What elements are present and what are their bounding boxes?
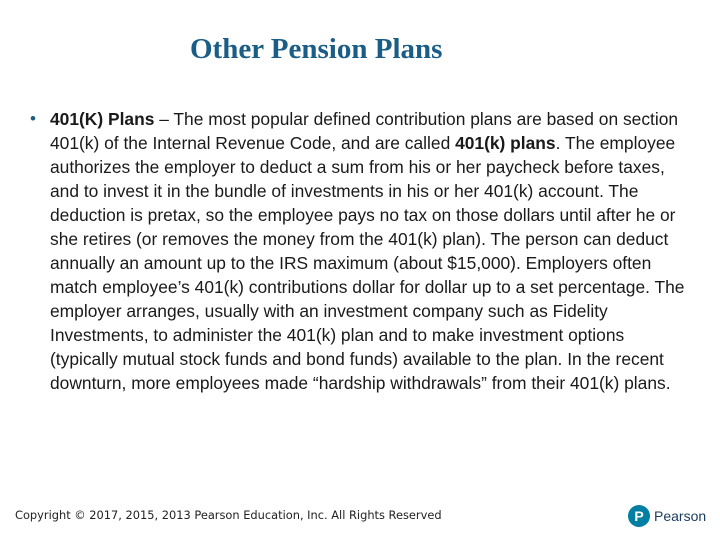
bullet-dash: – bbox=[154, 109, 174, 129]
pearson-logo-icon: P bbox=[628, 505, 650, 527]
bullet-paragraph bbox=[50, 107, 690, 395]
bullet-body-part-2: . The employee authorizes the employer to deduct a sum from his or her paycheck before taxes, and to invest it in the bundle of investments in his or her 401(k) account. The deduction is pretax, so the employee pays no tax on those dollars until after he or she retires (or removes the money from the 401(k) plan). The person can deduct annually an amount up to the IRS maximum (about $15,000). Employers often match employee’s 401(k) contributions dollar for dollar up to a set percentage. The employer arranges, usually with an investment company such as Fidelity Investments, to administer the 401(k) plan and to make investment options (typically mutual stock funds and bond funds) available to the plan. In the recent downturn, more employees made “hardship withdrawals” from their 401(k) plans. bbox=[50, 133, 685, 393]
bullet-body-part-1: The most popular defined contribution plans are based on section 401(k) of the Internal Revenue Code, and are called bbox=[50, 109, 679, 153]
bullet-term-2: 401(k) plans bbox=[455, 133, 556, 153]
bullet-item bbox=[30, 107, 690, 395]
copyright-notice: Copyright © 2017, 2015, 2013 Pearson Education, Inc. All Rights Reserved bbox=[15, 508, 442, 522]
bullet-term: 401(K) Plans bbox=[50, 109, 155, 129]
pearson-logo bbox=[628, 505, 706, 527]
slide-title: Other Pension Plans bbox=[190, 33, 443, 65]
pearson-wordmark: Pearson bbox=[654, 508, 707, 524]
bullet-dot-icon: • bbox=[30, 109, 36, 128]
